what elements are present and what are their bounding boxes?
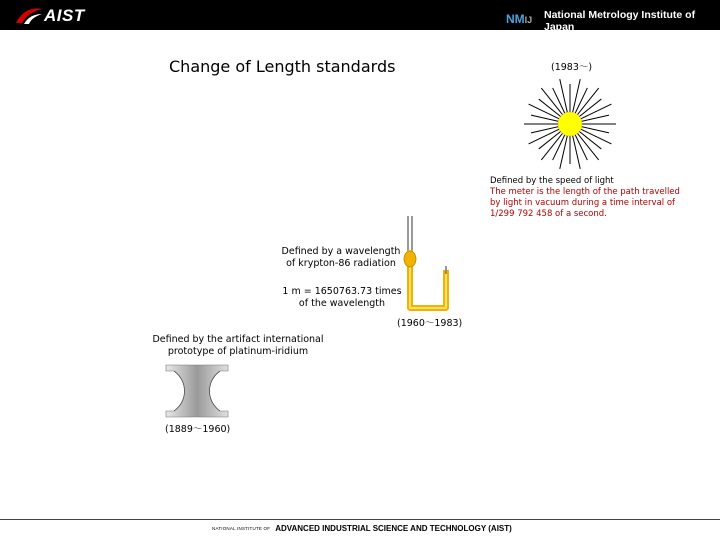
sun-ray xyxy=(580,126,609,133)
krypton-value-line: of the wavelength xyxy=(298,298,386,309)
sun-ray xyxy=(572,79,580,114)
light-period: (1983～) xyxy=(551,62,593,73)
meter-bar-icon xyxy=(164,363,230,419)
sun-ray xyxy=(531,115,560,122)
footer-name: ADVANCED INDUSTRIAL SCIENCE AND TECHNOLOGY (AIST) xyxy=(275,524,512,533)
org-name: National Metrology Institute of Japan xyxy=(544,9,696,33)
sun-ray xyxy=(580,115,609,122)
krypton-value xyxy=(282,286,402,310)
aist-logo-text: AIST xyxy=(44,6,85,25)
sun-ray xyxy=(560,134,568,169)
sun-ray xyxy=(572,134,580,169)
krypton-lamp-icon xyxy=(402,214,462,314)
sun-icon xyxy=(512,76,628,176)
krypton-value-line: 1 m = 1650763.73 times xyxy=(282,286,402,297)
nmij-logo-nm: NM xyxy=(506,12,525,26)
krypton-heading-line: of krypton-86 radiation xyxy=(286,258,396,269)
light-definition-line: by light in vacuum during a time interval of xyxy=(490,198,676,208)
sun-ray xyxy=(531,126,560,133)
artifact-period: (1889～1960) xyxy=(165,424,231,435)
footer-prefix: NATIONAL INSTITUTE OF xyxy=(212,526,271,532)
page-title: Change of Length standards xyxy=(169,57,396,76)
krypton-heading-line: Defined by a wavelength xyxy=(281,246,401,257)
footer-divider xyxy=(0,519,720,520)
nmij-logo xyxy=(506,8,536,24)
nmij-logo-ij: IJ xyxy=(524,15,533,25)
light-definition-line: 1/299 792 458 of a second. xyxy=(490,209,607,219)
light-definition-line: The meter is the length of the path travelled xyxy=(490,187,680,197)
artifact-heading-line: Defined by the artifact international xyxy=(152,334,324,345)
aist-logo xyxy=(14,5,94,27)
footer-text xyxy=(212,524,512,533)
light-definition-block xyxy=(490,176,690,220)
aist-swoosh-icon xyxy=(14,5,44,27)
artifact-heading xyxy=(150,334,326,358)
krypton-period: (1960～1983) xyxy=(397,318,463,329)
sun-ray xyxy=(560,79,568,114)
light-heading: Defined by the speed of light xyxy=(490,176,614,186)
artifact-heading-line: prototype of platinum-iridium xyxy=(167,346,309,357)
krypton-heading xyxy=(276,246,406,270)
